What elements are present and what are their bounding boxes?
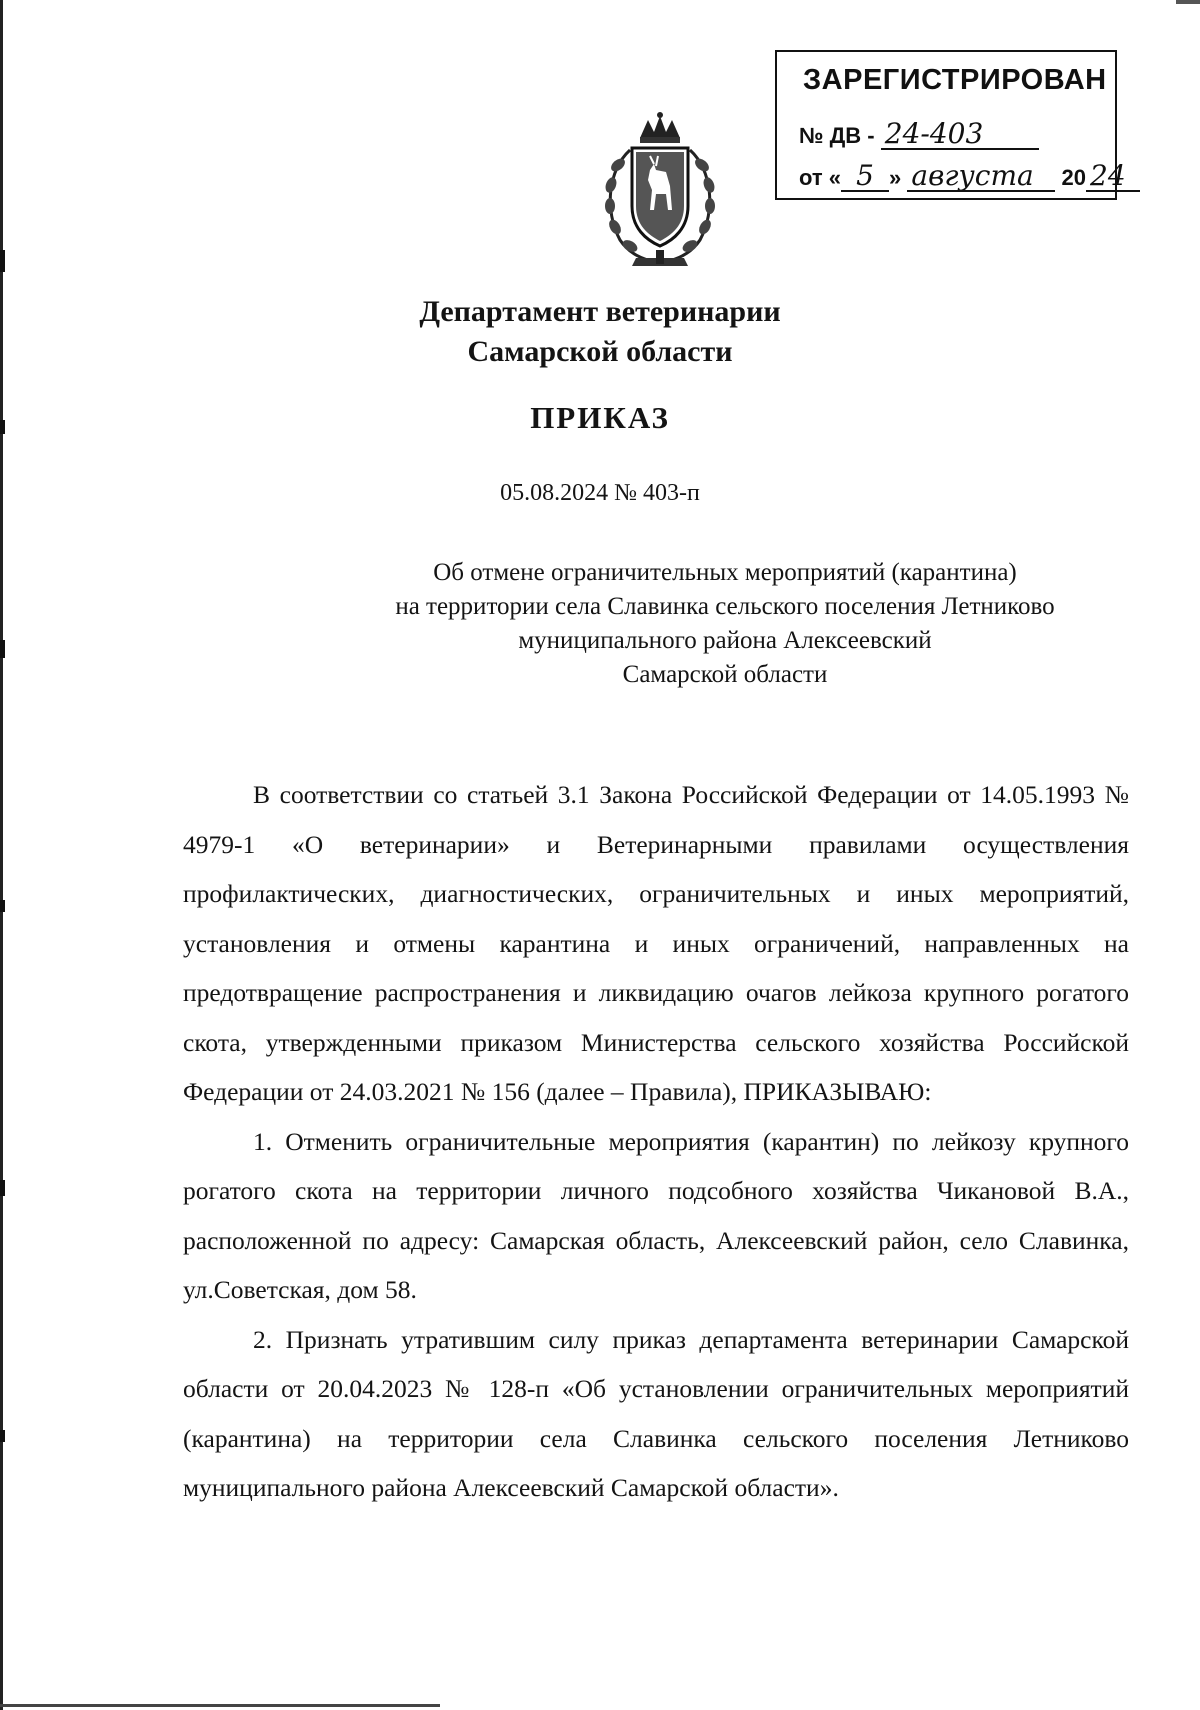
stamp-year-prefix: 20 — [1061, 165, 1086, 190]
order-subject — [250, 556, 1200, 692]
document-type-title: ПРИКАЗ — [530, 400, 670, 435]
stamp-date-mid: » — [889, 165, 902, 190]
stamp-month-handwritten: августа — [907, 162, 1055, 192]
samara-coat-of-arms-icon — [590, 110, 730, 270]
registration-stamp — [775, 50, 1126, 200]
stamp-number-row — [799, 117, 1039, 150]
department-name-line1: Департамент ветеринарии — [419, 295, 781, 328]
subject-line: на территории села Славинка сельского поселения Летниково — [395, 593, 1055, 620]
order-item-1: 1. Отменить ограничительные мероприятия (карантин) по лейкозу крупного рогатого скота на территории личного подсобного хозяйства Чикановой В.А., расположенной по адресу: Самарская область, Алексеевский район, село Славинка, ул.Советская, дом 58. — [183, 1126, 1129, 1304]
scan-edge-bottom — [0, 1704, 440, 1707]
order-date-number: 05.08.2024 № 403-п — [500, 480, 700, 506]
subject-line: муниципального района Алексеевский — [518, 627, 932, 654]
stamp-title: ЗАРЕГИСТРИРОВАН — [803, 64, 1107, 96]
stamp-day-handwritten: 5 — [841, 162, 889, 192]
order-item-2: 2. Признать утратившим силу приказ департамента ветеринарии Самарской области от 20.04.2023 № 128-п «Об установлении ограничительных мероприятий (карантина) на территории села Славинка сельского поселения Летниково муниципального района Алексеевский Самарской области». — [183, 1324, 1129, 1502]
order-body — [183, 770, 1129, 1513]
stamp-date-row — [799, 159, 1140, 192]
subject-line: Самарской области — [622, 661, 828, 688]
preamble-paragraph: В соответствии со статьей 3.1 Закона Российской Федерации от 14.05.1993 № 4979-1 «О ветеринарии» и Ветеринарными правилами осуществления профилактических, диагностических, ограничительных и иных мероприятий, установления и отмены карантина и иных ограничений, направленных на предотвращение распространения и ликвидацию очагов лейкоза крупного рогатого скота, утвержденными приказом Министерства сельского хозяйства Российской Федерации от 24.03.2021 № 156 (далее – Правила), ПРИКАЗЫВАЮ: — [183, 780, 1129, 1106]
subject-line: Об отмене ограничительных мероприятий (карантина) — [433, 559, 1017, 586]
scan-edge-mark — [0, 900, 5, 912]
stamp-number-prefix: № ДВ - — [799, 123, 875, 148]
scan-edge-mark — [0, 1180, 5, 1196]
scan-edge-mark — [0, 250, 5, 272]
scan-edge-mark — [0, 1430, 5, 1442]
scan-edge-top-right — [1176, 0, 1200, 4]
stamp-number-handwritten: 24-403 — [881, 120, 1039, 150]
department-name-line2: Самарской области — [467, 335, 733, 368]
stamp-year-handwritten: 24 — [1086, 162, 1140, 192]
stamp-date-prefix: от « — [799, 165, 842, 190]
scan-edge-mark — [0, 640, 5, 658]
